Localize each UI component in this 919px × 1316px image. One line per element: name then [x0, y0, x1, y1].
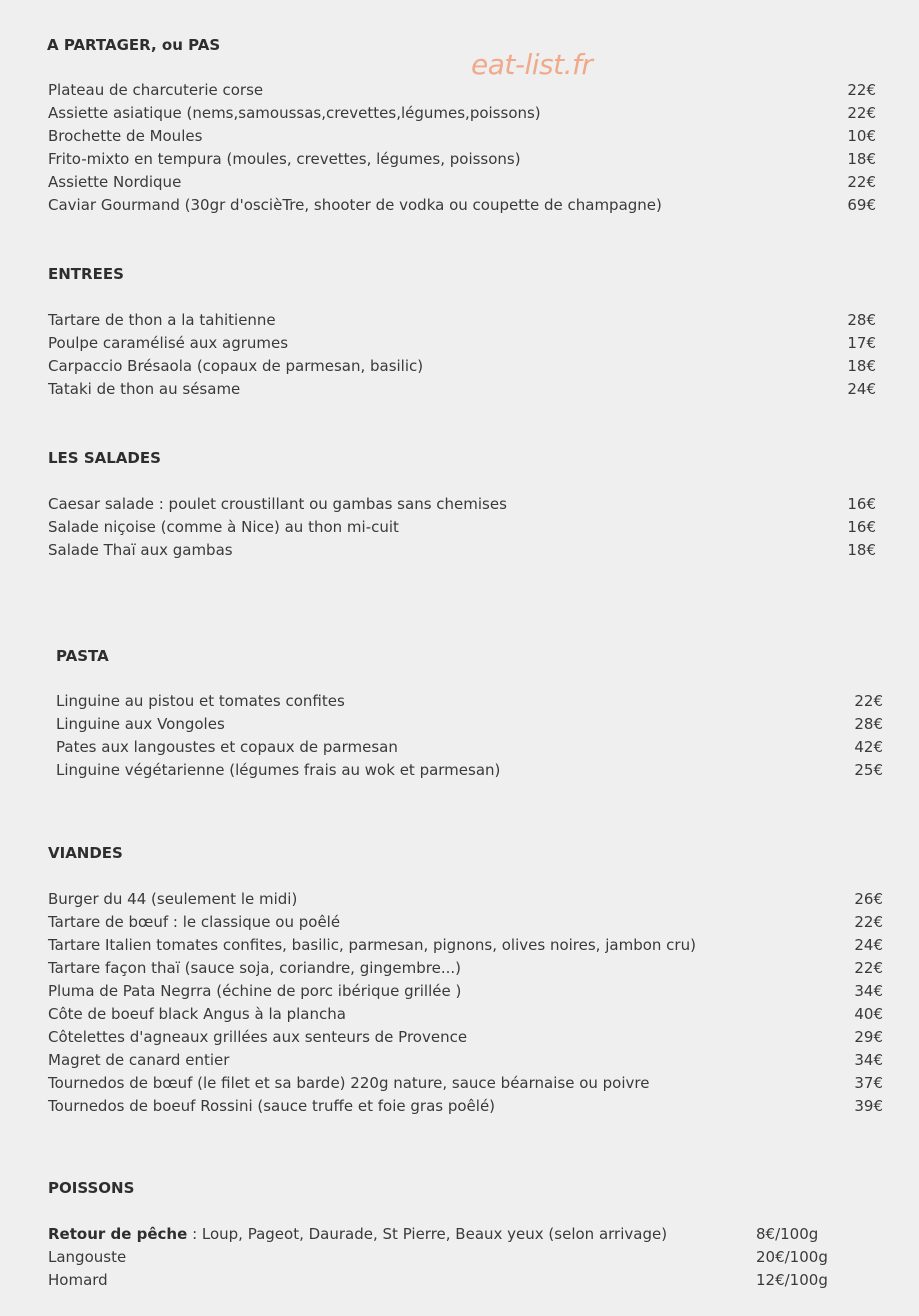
menu-item	[48, 1049, 908, 1072]
menu-item-price: 24€	[854, 936, 883, 954]
menu-item-price: 17€	[847, 334, 876, 352]
menu-item-price: 22€	[854, 692, 883, 710]
menu-item	[48, 539, 908, 562]
menu-item-name: Linguine au pistou et tomates confites	[56, 692, 345, 710]
menu-item-name: Linguine aux Vongoles	[56, 715, 225, 733]
section-title: POISSONS	[48, 1179, 135, 1197]
menu-item	[48, 1269, 908, 1292]
menu-item	[48, 888, 908, 911]
menu-item-price: 25€	[854, 761, 883, 779]
section-title: VIANDES	[48, 844, 123, 862]
menu-item-price: 22€	[847, 173, 876, 191]
menu-item-name: Salade niçoise (comme à Nice) au thon mi-cuit	[48, 518, 399, 536]
menu-item	[56, 690, 916, 713]
menu-item	[48, 79, 908, 102]
menu-item	[48, 1026, 908, 1049]
menu-item-name: Magret de canard entier	[48, 1051, 230, 1069]
menu-item	[48, 309, 908, 332]
menu-item-price: 10€	[847, 127, 876, 145]
menu-item	[48, 980, 908, 1003]
menu-item-name: Assiette asiatique (nems,samoussas,crevettes,légumes,poissons)	[48, 104, 541, 122]
menu-item	[48, 493, 908, 516]
menu-item-price: 26€	[854, 890, 883, 908]
menu-item-price: 18€	[847, 541, 876, 559]
menu-item-name: Caviar Gourmand (30gr d'oscièTre, shooter de vodka ou coupette de champagne)	[48, 196, 662, 214]
section-title: A PARTAGER, ou PAS	[47, 36, 221, 54]
menu-item-price: 22€	[854, 959, 883, 977]
menu-item	[48, 378, 908, 401]
menu-item-price: 16€	[847, 495, 876, 513]
menu-item-name: Caesar salade : poulet croustillant ou gambas sans chemises	[48, 495, 507, 513]
menu-item-price: 28€	[847, 311, 876, 329]
menu-item-name-rest: : Loup, Pageot, Daurade, St Pierre, Beaux yeux (selon arrivage)	[187, 1225, 668, 1243]
menu-item-price: 8€/100g	[756, 1225, 819, 1243]
menu-item	[48, 1223, 908, 1246]
menu-item-price: 18€	[847, 150, 876, 168]
menu-item-name: Langouste	[48, 1248, 127, 1266]
menu-item-name: Linguine végétarienne (légumes frais au wok et parmesan)	[56, 761, 501, 779]
menu-item-price: 28€	[854, 715, 883, 733]
menu-item	[48, 1095, 908, 1118]
menu-item-name: Salade Thaï aux gambas	[48, 541, 233, 559]
menu-item-name: Assiette Nordique	[48, 173, 182, 191]
menu-item-price: 39€	[854, 1097, 883, 1115]
section-title: ENTREES	[48, 265, 124, 283]
menu-item-name-bold: Retour de pêche	[48, 1225, 188, 1243]
menu-item-price: 16€	[847, 518, 876, 536]
menu-item-price: 29€	[854, 1028, 883, 1046]
menu-item-name: Carpaccio Brésaola (copaux de parmesan, basilic)	[48, 357, 424, 375]
menu-item-name: Pates aux langoustes et copaux de parmesan	[56, 738, 398, 756]
menu-item	[48, 911, 908, 934]
menu-item-name: Tournedos de bœuf (le filet et sa barde) 220g nature, sauce béarnaise ou poivre	[48, 1074, 650, 1092]
menu-item	[48, 1072, 908, 1095]
menu-item-name: Tataki de thon au sésame	[48, 380, 241, 398]
menu-item-price: 18€	[847, 357, 876, 375]
menu-item-price: 22€	[847, 81, 876, 99]
menu-item-name: Côtelettes d'agneaux grillées aux senteurs de Provence	[48, 1028, 468, 1046]
menu-item-price: 40€	[854, 1005, 883, 1023]
menu-item-name: Tartare de bœuf : le classique ou poêlé	[48, 913, 341, 931]
menu-item-price: 42€	[854, 738, 883, 756]
menu-item-price: 12€/100g	[756, 1271, 828, 1289]
menu-item-price: 20€/100g	[756, 1248, 828, 1266]
section-title: LES SALADES	[48, 449, 161, 467]
menu-item-name: Poulpe caramélisé aux agrumes	[48, 334, 289, 352]
menu-item-name: Pluma de Pata Negrra (échine de porc ibérique grillée )	[48, 982, 462, 1000]
menu-item	[48, 171, 908, 194]
menu-item	[48, 934, 908, 957]
menu-item-name	[48, 1223, 667, 1246]
menu-item	[56, 736, 916, 759]
menu-item-name: Tartare Italien tomates confites, basilic, parmesan, pignons, olives noires, jambon cru)	[48, 936, 696, 954]
watermark: eat-list.fr	[471, 48, 593, 81]
menu-item	[56, 713, 916, 736]
menu-item-price: 34€	[854, 982, 883, 1000]
menu-item-name: Tartare de thon a la tahitienne	[48, 311, 276, 329]
menu-item	[48, 1246, 908, 1269]
menu-item	[48, 125, 908, 148]
menu-item-price: 37€	[854, 1074, 883, 1092]
section-title: PASTA	[56, 647, 109, 665]
menu-item-name: Plateau de charcuterie corse	[48, 81, 264, 99]
menu-item-name: Tartare façon thaï (sauce soja, coriandre, gingembre...)	[48, 959, 462, 977]
menu-item-name: Homard	[48, 1271, 108, 1289]
menu-item-name: Côte de boeuf black Angus à la plancha	[48, 1005, 346, 1023]
menu-item	[48, 355, 908, 378]
menu-item	[48, 332, 908, 355]
menu-item-price: 24€	[847, 380, 876, 398]
menu-item	[48, 516, 908, 539]
menu-item-price: 69€	[847, 196, 876, 214]
menu-item-name: Tournedos de boeuf Rossini (sauce truffe et foie gras poêlé)	[48, 1097, 496, 1115]
menu-item-price: 22€	[854, 913, 883, 931]
menu-item	[48, 148, 908, 171]
menu-item-price: 22€	[847, 104, 876, 122]
menu-item	[48, 957, 908, 980]
menu-item-name: Frito-mixto en tempura (moules, crevettes, légumes, poissons)	[48, 150, 521, 168]
menu-item	[56, 759, 916, 782]
menu-item-name: Brochette de Moules	[48, 127, 203, 145]
menu-item	[48, 194, 908, 217]
menu-item	[48, 102, 908, 125]
menu-item-name: Burger du 44 (seulement le midi)	[48, 890, 298, 908]
menu-item	[48, 1003, 908, 1026]
menu-item-price: 34€	[854, 1051, 883, 1069]
